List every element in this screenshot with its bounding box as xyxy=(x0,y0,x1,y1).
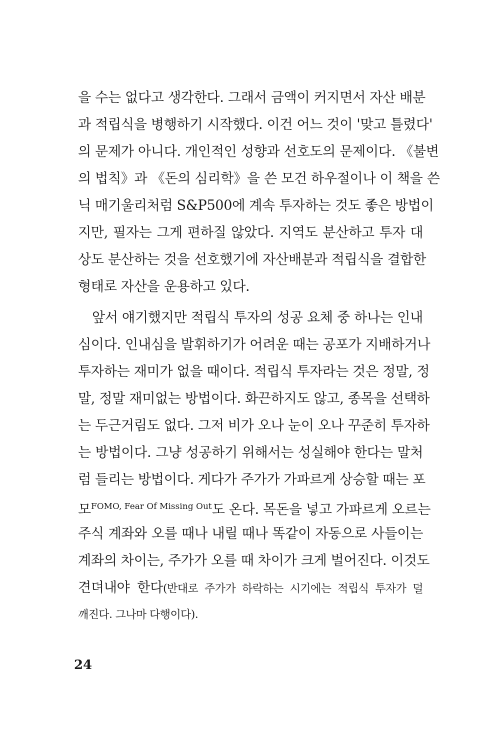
paragraph-1-line-5: 닉 매기울리처럼 S&P500에 계속 투자하는 것도 좋은 방법이 xyxy=(78,198,434,214)
paragraph-2-line-1: 앞서 얘기했지만 적립식 투자의 성공 요체 중 하나는 인내 xyxy=(92,310,423,326)
paragraph-1-line-7: 상도 분산하는 것을 선호했기에 자산배분과 적립식을 결합한 xyxy=(78,252,427,268)
paragraph-2-line-7: 럼 들리는 방법이다. 게다가 주가가 가파르게 상승할 때는 포 xyxy=(78,472,426,488)
fomo-line-start: 모 xyxy=(78,502,91,518)
last-line-aside: (반대로 주가가 하락하는 시기에는 적립식 투자가 덜 xyxy=(163,582,424,595)
paragraph-2-line-5: 는 두근거림도 없다. 그저 비가 오나 눈이 오나 꾸준히 투자하 xyxy=(78,418,430,434)
paragraph-2-line-8 xyxy=(78,497,431,520)
paragraph-2-line-10: 계좌의 차이는, 주가가 오를 때 차이가 크게 벌어진다. 이것도 xyxy=(78,553,430,569)
paragraph-1-line-1: 을 수는 없다고 생각한다. 그래서 금액이 커지면서 자산 배분 xyxy=(78,90,426,106)
paragraph-2-line-2: 심이다. 인내심을 발휘하기가 어려운 때는 공포가 지배하거나 xyxy=(78,337,431,353)
paragraph-1-line-6: 지만, 필자는 그게 편하질 않았다. 지역도 분산하고 투자 대 xyxy=(78,225,423,241)
fomo-line-end: 도 온다. 목돈을 넣고 가파르게 오르는 xyxy=(211,502,431,518)
paragraph-2-line-11 xyxy=(78,578,423,599)
paragraph-2-line-6: 는 방법이다. 그냥 성공하기 위해서는 성실해야 한다는 말처 xyxy=(78,445,423,461)
paragraph-2-final-line: 깨진다. 그나마 다행이다). xyxy=(78,608,199,621)
paragraph-2-line-9: 주식 계좌와 오를 때나 내릴 때나 똑같이 자동으로 사들이는 xyxy=(78,526,423,542)
paragraph-2-line-4: 말, 정말 재미없는 방법이다. 화끈하지도 않고, 종목을 선택하 xyxy=(78,391,430,407)
paragraph-1-line-8: 형태로 자산을 운용하고 있다. xyxy=(78,279,250,295)
paragraph-2-line-3: 투자하는 재미가 없을 때이다. 적립식 투자라는 것은 정말, 정 xyxy=(78,364,430,380)
last-line-main: 견뎌내야 한다 xyxy=(78,580,164,596)
paragraph-1-line-2: 과 적립식을 병행하기 시작했다. 이건 어느 것이 '맞고 틀렸다' xyxy=(78,117,433,133)
paragraph-1-line-3: 의 문제가 아니다. 개인적인 성향과 선호도의 문제이다. 《불변 xyxy=(78,144,439,160)
fomo-superscript-note: FOMO, Fear Of Missing Out xyxy=(90,502,212,512)
paragraph-1-line-4: 의 법칙》과 《돈의 심리학》을 쓴 모건 하우절이나 이 책을 쓴 xyxy=(78,171,440,187)
page-number: 24 xyxy=(74,658,93,673)
